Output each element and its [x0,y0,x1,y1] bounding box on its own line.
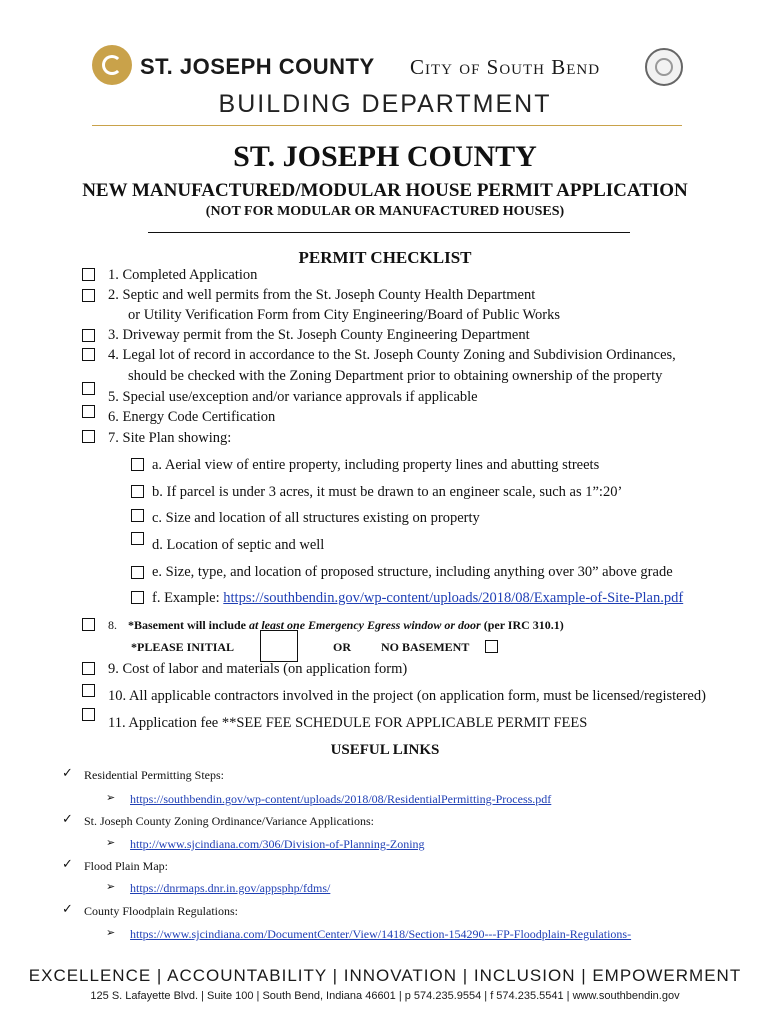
useful-link-label-2: St. Joseph County Zoning Ordinance/Variance Applications: [84,814,374,828]
arrowhead-right-icon: ➢ [106,836,116,849]
arrowhead-right-icon: ➢ [106,926,116,939]
department-title: BUILDING DEPARTMENT [218,90,552,118]
checklist-item-4: 4. Legal lot of record in accordance to the St. Joseph County Zoning and Subdivision Ordinances, [108,347,676,363]
city-name: City of South Bend [410,55,601,79]
checkbox-sub-b[interactable] [131,485,144,498]
checklist-item-7: 7. Site Plan showing: [108,430,232,446]
checkbox-item-7[interactable] [82,430,95,443]
footer-address: 125 S. Lafayette Blvd. | Suite 100 | South Bend, Indiana 46601 | p 574.235.9554 | f 574.235.5541 | www.southbendin.gov [90,990,680,1002]
footer-values: EXCELLENCE | ACCOUNTABILITY | INNOVATION | INCLUSION | EMPOWERMENT [28,966,742,985]
checklist-item-3: 3. Driveway permit from the St. Joseph County Engineering Department [108,327,530,343]
site-plan-item-f-label: f. Example: [152,590,224,606]
header-divider [92,125,682,126]
basement-text-c: (per IRC 310.1) [480,618,564,632]
checklist-item-4-cont: should be checked with the Zoning Department prior to obtaining ownership of the property [128,368,663,384]
checklist-item-8 [128,618,564,633]
site-plan-item-c: c. Size and location of all structures existing on property [152,510,480,526]
checkmark-icon: ✓ [62,902,73,917]
checkbox-item-1[interactable] [82,268,95,281]
checkmark-icon: ✓ [62,766,73,781]
checklist-item-9: 9. Cost of labor and materials (on application form) [108,661,408,677]
no-basement-label: NO BASEMENT [381,640,470,654]
checkbox-item-11[interactable] [82,708,95,721]
checkbox-item-6[interactable] [82,405,95,418]
checkbox-item-4[interactable] [82,348,95,361]
checklist-heading: PERMIT CHECKLIST [298,248,472,267]
county-logo-icon [92,45,132,85]
useful-link-label-1: Residential Permitting Steps: [84,768,224,782]
title-divider [148,232,630,233]
useful-link-label-3: Flood Plain Map: [84,859,169,873]
checkbox-sub-c[interactable] [131,509,144,522]
basement-text-a: *Basement will include [128,618,250,632]
checklist-item-1: 1. Completed Application [108,267,258,283]
checkbox-item-2[interactable] [82,289,95,302]
page-subnote: (NOT FOR MODULAR OR MANUFACTURED HOUSES) [205,204,565,219]
basement-text-b: at least one Emergency Egress window or door [249,618,481,632]
checkmark-icon: ✓ [62,857,73,872]
site-plan-example-link[interactable]: https://southbendin.gov/wp-content/uploads/2018/08/Example-of-Site-Plan.pdf [223,590,684,606]
checkbox-sub-f[interactable] [131,591,144,604]
checklist-item-11: 11. Application fee **SEE FEE SCHEDULE FOR APPLICABLE PERMIT FEES [108,715,588,731]
initial-field[interactable] [260,630,298,662]
checkbox-no-basement[interactable] [485,640,498,653]
or-label: OR [333,640,351,654]
page-title: ST. JOSEPH COUNTY [233,140,537,173]
site-plan-item-e: e. Size, type, and location of proposed structure, including anything over 30” above grade [152,564,673,580]
checkbox-item-3[interactable] [82,329,95,342]
checkbox-item-8[interactable] [82,618,95,631]
useful-link-url-1[interactable]: https://southbendin.gov/wp-content/uploads/2018/08/ResidentialPermitting-Process.pdf [130,792,552,806]
checkbox-item-5[interactable] [82,382,95,395]
useful-link-url-2[interactable]: http://www.sjcindiana.com/306/Division-of-Planning-Zoning [130,837,425,851]
checklist-item-2-cont: or Utility Verification Form from City Engineering/Board of Public Works [128,307,561,323]
county-name: ST. JOSEPH COUNTY [140,54,375,79]
page-subtitle: NEW MANUFACTURED/MODULAR HOUSE PERMIT APPLICATION [82,180,688,201]
checklist-item-8-number: 8. [108,618,117,632]
arrowhead-right-icon: ➢ [106,880,116,893]
please-initial-label: *PLEASE INITIAL [131,640,235,654]
checkbox-sub-a[interactable] [131,458,144,471]
useful-link-url-3[interactable]: https://dnrmaps.dnr.in.gov/appsphp/fdms/ [130,881,331,895]
checkbox-item-9[interactable] [82,662,95,675]
checkbox-sub-e[interactable] [131,566,144,579]
useful-link-label-4: County Floodplain Regulations: [84,904,239,918]
useful-links-heading: USEFUL LINKS [330,742,440,758]
checkmark-icon: ✓ [62,812,73,827]
arrowhead-right-icon: ➢ [106,791,116,804]
checklist-item-10: 10. All applicable contractors involved in the project (on application form, must be licensed/registered) [108,688,706,704]
city-seal-icon [645,48,683,86]
site-plan-item-d: d. Location of septic and well [152,537,325,553]
checklist-item-6: 6. Energy Code Certification [108,409,276,425]
checklist-item-5: 5. Special use/exception and/or variance approvals if applicable [108,389,478,405]
checkbox-sub-d[interactable] [131,532,144,545]
checklist-item-2: 2. Septic and well permits from the St. Joseph County Health Department [108,287,536,303]
useful-link-url-4[interactable]: https://www.sjcindiana.com/DocumentCenter/View/1418/Section-154290---FP-Floodplain-Regulations- [130,927,632,941]
site-plan-item-a: a. Aerial view of entire property, including property lines and abutting streets [152,457,600,473]
site-plan-item-b: b. If parcel is under 3 acres, it must be drawn to an engineer scale, such as 1”:20’ [152,484,623,500]
checkbox-item-10[interactable] [82,684,95,697]
site-plan-item-f [152,590,683,607]
